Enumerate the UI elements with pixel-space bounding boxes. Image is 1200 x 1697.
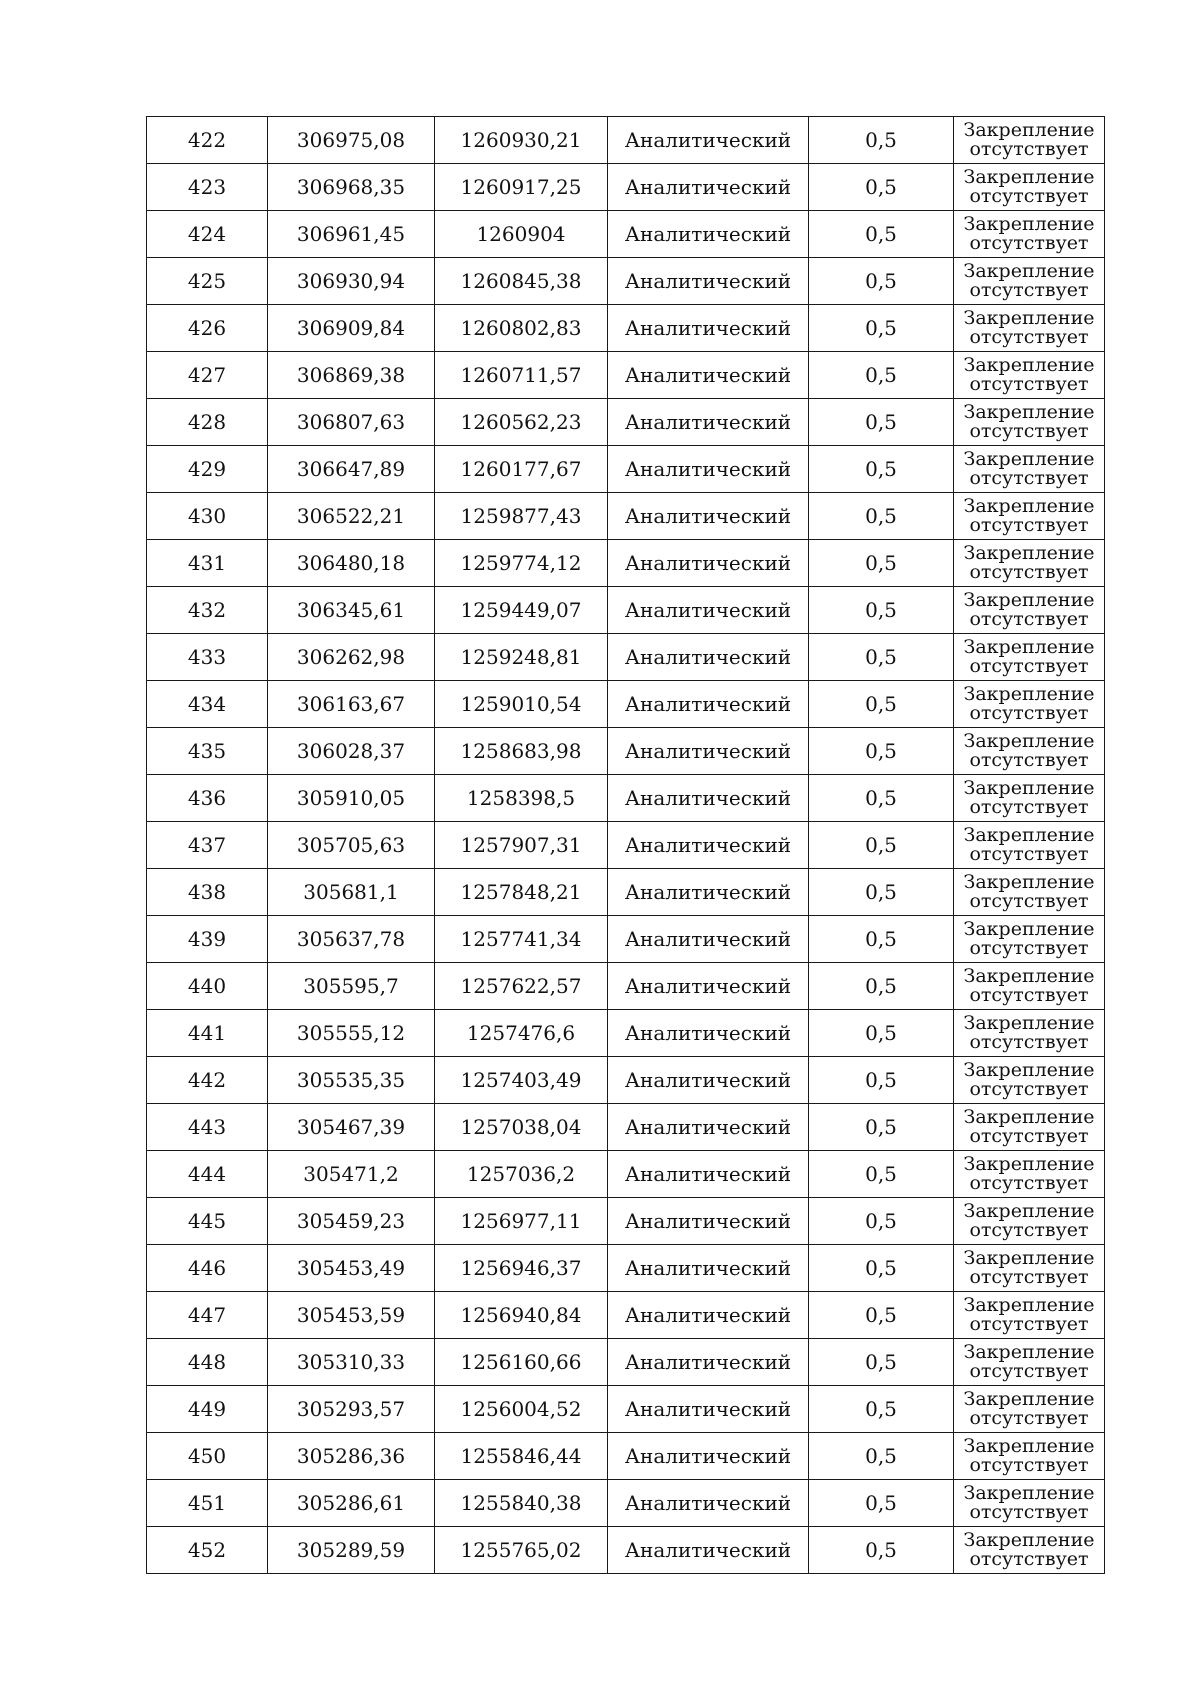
error-cell: 0,5 [809,258,954,305]
marking-note-cell [954,1433,1105,1480]
y-coordinate-cell: 1257848,21 [435,869,608,916]
table-row [147,493,1105,540]
marking-note-cell [954,634,1105,681]
marking-note-cell [954,963,1105,1010]
marking-note-cell [954,728,1105,775]
marking-note-text: Закрепление [963,1341,1095,1363]
marking-note-text: Закрепление [963,730,1095,752]
x-coordinate-cell: 305555,12 [268,1010,435,1057]
marking-note-text: Закрепление [963,1247,1095,1269]
marking-note-text: отсутствует [969,796,1089,818]
table-row [147,305,1105,352]
method-cell: Аналитический [608,1292,809,1339]
y-coordinate-cell: 1257038,04 [435,1104,608,1151]
method-cell: Аналитический [608,1480,809,1527]
table-row [147,775,1105,822]
marking-note-text: Закрепление [963,1294,1095,1316]
marking-note-text: Закрепление [963,1012,1095,1034]
marking-note-text: Закрепление [963,1200,1095,1222]
y-coordinate-cell: 1259774,12 [435,540,608,587]
y-coordinate-cell: 1260802,83 [435,305,608,352]
method-cell: Аналитический [608,1104,809,1151]
method-cell: Аналитический [608,399,809,446]
error-cell: 0,5 [809,1010,954,1057]
y-coordinate-cell: 1259248,81 [435,634,608,681]
marking-note-text: отсутствует [969,1360,1089,1382]
error-cell: 0,5 [809,728,954,775]
y-coordinate-cell: 1260177,67 [435,446,608,493]
y-coordinate-cell: 1256160,66 [435,1339,608,1386]
method-cell: Аналитический [608,117,809,164]
marking-note-cell [954,1104,1105,1151]
y-coordinate-cell: 1260562,23 [435,399,608,446]
marking-note-text: Закрепление [963,589,1095,611]
error-cell: 0,5 [809,1386,954,1433]
table-row [147,963,1105,1010]
method-cell: Аналитический [608,164,809,211]
marking-note-text: отсутствует [969,1313,1089,1335]
marking-note-cell [954,211,1105,258]
error-cell: 0,5 [809,1339,954,1386]
error-cell: 0,5 [809,446,954,493]
method-cell: Аналитический [608,1339,809,1386]
marking-note-text: Закрепление [963,683,1095,705]
marking-note-text: отсутствует [969,1031,1089,1053]
x-coordinate-cell: 305453,59 [268,1292,435,1339]
marking-note-text: отсутствует [969,373,1089,395]
point-number-cell: 452 [147,1527,268,1574]
method-cell: Аналитический [608,352,809,399]
error-cell: 0,5 [809,869,954,916]
point-number-cell: 426 [147,305,268,352]
marking-note-text: отсутствует [969,1548,1089,1570]
y-coordinate-cell: 1260930,21 [435,117,608,164]
method-cell: Аналитический [608,1010,809,1057]
y-coordinate-cell: 1257741,34 [435,916,608,963]
table-row [147,869,1105,916]
marking-note-text: Закрепление [963,401,1095,423]
marking-note-cell [954,1527,1105,1574]
method-cell: Аналитический [608,728,809,775]
x-coordinate-cell: 305681,1 [268,869,435,916]
table-row [147,117,1105,164]
point-number-cell: 437 [147,822,268,869]
method-cell: Аналитический [608,1151,809,1198]
marking-note-text: Закрепление [963,1059,1095,1081]
method-cell: Аналитический [608,775,809,822]
point-number-cell: 440 [147,963,268,1010]
marking-note-cell [954,164,1105,211]
table-row [147,1104,1105,1151]
error-cell: 0,5 [809,1527,954,1574]
point-number-cell: 438 [147,869,268,916]
error-cell: 0,5 [809,1057,954,1104]
table-row [147,446,1105,493]
point-number-cell: 435 [147,728,268,775]
error-cell: 0,5 [809,775,954,822]
marking-note-text: Закрепление [963,119,1095,141]
table-row [147,540,1105,587]
y-coordinate-cell: 1256946,37 [435,1245,608,1292]
point-number-cell: 447 [147,1292,268,1339]
y-coordinate-cell: 1256940,84 [435,1292,608,1339]
point-number-cell: 442 [147,1057,268,1104]
point-number-cell: 450 [147,1433,268,1480]
marking-note-cell [954,1198,1105,1245]
x-coordinate-cell: 306968,35 [268,164,435,211]
point-number-cell: 432 [147,587,268,634]
marking-note-text: Закрепление [963,1529,1095,1551]
point-number-cell: 428 [147,399,268,446]
y-coordinate-cell: 1260917,25 [435,164,608,211]
error-cell: 0,5 [809,634,954,681]
point-number-cell: 434 [147,681,268,728]
marking-note-cell [954,352,1105,399]
marking-note-text: Закрепление [963,918,1095,940]
marking-note-text: отсутствует [969,984,1089,1006]
marking-note-text: отсутствует [969,232,1089,254]
error-cell: 0,5 [809,1245,954,1292]
marking-note-text: Закрепление [963,1153,1095,1175]
point-number-cell: 422 [147,117,268,164]
marking-note-text: Закрепление [963,495,1095,517]
error-cell: 0,5 [809,822,954,869]
marking-note-text: отсутствует [969,514,1089,536]
marking-note-cell [954,822,1105,869]
y-coordinate-cell: 1255846,44 [435,1433,608,1480]
marking-note-cell [954,1480,1105,1527]
point-number-cell: 439 [147,916,268,963]
y-coordinate-cell: 1255840,38 [435,1480,608,1527]
marking-note-cell [954,1151,1105,1198]
table-row [147,681,1105,728]
marking-note-text: отсутствует [969,138,1089,160]
marking-note-text: Закрепление [963,1435,1095,1457]
marking-note-cell [954,399,1105,446]
x-coordinate-cell: 306480,18 [268,540,435,587]
marking-note-cell [954,493,1105,540]
error-cell: 0,5 [809,963,954,1010]
method-cell: Аналитический [608,1057,809,1104]
y-coordinate-cell: 1256004,52 [435,1386,608,1433]
marking-note-text: отсутствует [969,937,1089,959]
table-row [147,1433,1105,1480]
method-cell: Аналитический [608,963,809,1010]
error-cell: 0,5 [809,916,954,963]
marking-note-text: отсутствует [969,1219,1089,1241]
marking-note-text: Закрепление [963,213,1095,235]
x-coordinate-cell: 306522,21 [268,493,435,540]
table-row [147,1057,1105,1104]
y-coordinate-cell: 1259877,43 [435,493,608,540]
point-number-cell: 424 [147,211,268,258]
method-cell: Аналитический [608,916,809,963]
table-row [147,1480,1105,1527]
marking-note-cell [954,1010,1105,1057]
point-number-cell: 430 [147,493,268,540]
method-cell: Аналитический [608,493,809,540]
marking-note-text: отсутствует [969,702,1089,724]
method-cell: Аналитический [608,446,809,493]
point-number-cell: 441 [147,1010,268,1057]
y-coordinate-cell: 1259449,07 [435,587,608,634]
coordinates-table [146,116,1105,1574]
x-coordinate-cell: 305467,39 [268,1104,435,1151]
marking-note-text: отсутствует [969,655,1089,677]
point-number-cell: 444 [147,1151,268,1198]
point-number-cell: 448 [147,1339,268,1386]
marking-note-text: отсутствует [969,1407,1089,1429]
error-cell: 0,5 [809,352,954,399]
y-coordinate-cell: 1257036,2 [435,1151,608,1198]
table-row [147,916,1105,963]
table-row [147,1010,1105,1057]
point-number-cell: 436 [147,775,268,822]
marking-note-text: Закрепление [963,448,1095,470]
x-coordinate-cell: 305705,63 [268,822,435,869]
x-coordinate-cell: 305637,78 [268,916,435,963]
marking-note-text: отсутствует [969,1454,1089,1476]
x-coordinate-cell: 305310,33 [268,1339,435,1386]
point-number-cell: 445 [147,1198,268,1245]
point-number-cell: 433 [147,634,268,681]
x-coordinate-cell: 305459,23 [268,1198,435,1245]
marking-note-cell [954,1339,1105,1386]
x-coordinate-cell: 305289,59 [268,1527,435,1574]
x-coordinate-cell: 305293,57 [268,1386,435,1433]
marking-note-cell [954,446,1105,493]
table-row [147,1292,1105,1339]
marking-note-text: отсутствует [969,1078,1089,1100]
marking-note-text: отсутствует [969,467,1089,489]
error-cell: 0,5 [809,399,954,446]
y-coordinate-cell: 1257622,57 [435,963,608,1010]
marking-note-cell [954,869,1105,916]
point-number-cell: 425 [147,258,268,305]
x-coordinate-cell: 305595,7 [268,963,435,1010]
point-number-cell: 449 [147,1386,268,1433]
method-cell: Аналитический [608,587,809,634]
table-row [147,1245,1105,1292]
x-coordinate-cell: 306930,94 [268,258,435,305]
marking-note-cell [954,775,1105,822]
marking-note-cell [954,916,1105,963]
table-row [147,211,1105,258]
x-coordinate-cell: 306262,98 [268,634,435,681]
error-cell: 0,5 [809,117,954,164]
method-cell: Аналитический [608,1433,809,1480]
marking-note-text: Закрепление [963,777,1095,799]
marking-note-text: Закрепление [963,260,1095,282]
x-coordinate-cell: 306647,89 [268,446,435,493]
point-number-cell: 431 [147,540,268,587]
x-coordinate-cell: 306869,38 [268,352,435,399]
table-row [147,728,1105,775]
y-coordinate-cell: 1257907,31 [435,822,608,869]
table-row [147,164,1105,211]
marking-note-cell [954,1292,1105,1339]
marking-note-text: отсутствует [969,843,1089,865]
point-number-cell: 423 [147,164,268,211]
marking-note-cell [954,681,1105,728]
marking-note-text: отсутствует [969,561,1089,583]
y-coordinate-cell: 1259010,54 [435,681,608,728]
table-row [147,258,1105,305]
marking-note-text: Закрепление [963,824,1095,846]
table-row [147,822,1105,869]
marking-note-text: отсутствует [969,890,1089,912]
marking-note-text: отсутствует [969,749,1089,771]
marking-note-text: Закрепление [963,871,1095,893]
marking-note-text: Закрепление [963,1388,1095,1410]
table-row [147,352,1105,399]
x-coordinate-cell: 305453,49 [268,1245,435,1292]
method-cell: Аналитический [608,211,809,258]
table-row [147,1339,1105,1386]
x-coordinate-cell: 305910,05 [268,775,435,822]
method-cell: Аналитический [608,305,809,352]
marking-note-text: отсутствует [969,420,1089,442]
point-number-cell: 427 [147,352,268,399]
error-cell: 0,5 [809,587,954,634]
table-row [147,1527,1105,1574]
method-cell: Аналитический [608,1386,809,1433]
marking-note-text: отсутствует [969,279,1089,301]
y-coordinate-cell: 1260845,38 [435,258,608,305]
point-number-cell: 451 [147,1480,268,1527]
error-cell: 0,5 [809,1292,954,1339]
table-row [147,1386,1105,1433]
point-number-cell: 443 [147,1104,268,1151]
marking-note-cell [954,305,1105,352]
error-cell: 0,5 [809,1104,954,1151]
table-row [147,399,1105,446]
x-coordinate-cell: 306909,84 [268,305,435,352]
error-cell: 0,5 [809,1198,954,1245]
method-cell: Аналитический [608,869,809,916]
marking-note-text: Закрепление [963,354,1095,376]
table-row [147,587,1105,634]
error-cell: 0,5 [809,493,954,540]
error-cell: 0,5 [809,681,954,728]
marking-note-text: отсутствует [969,1501,1089,1523]
x-coordinate-cell: 306807,63 [268,399,435,446]
marking-note-text: Закрепление [963,1482,1095,1504]
method-cell: Аналитический [608,1527,809,1574]
marking-note-cell [954,1245,1105,1292]
error-cell: 0,5 [809,305,954,352]
error-cell: 0,5 [809,164,954,211]
point-number-cell: 446 [147,1245,268,1292]
method-cell: Аналитический [608,634,809,681]
x-coordinate-cell: 306028,37 [268,728,435,775]
coordinates-table-body [147,117,1105,1574]
marking-note-text: Закрепление [963,307,1095,329]
method-cell: Аналитический [608,1198,809,1245]
x-coordinate-cell: 305286,61 [268,1480,435,1527]
marking-note-cell [954,1386,1105,1433]
table-row [147,1198,1105,1245]
method-cell: Аналитический [608,540,809,587]
marking-note-text: Закрепление [963,166,1095,188]
marking-note-text: отсутствует [969,326,1089,348]
error-cell: 0,5 [809,540,954,587]
marking-note-text: Закрепление [963,636,1095,658]
method-cell: Аналитический [608,1245,809,1292]
y-coordinate-cell: 1258398,5 [435,775,608,822]
y-coordinate-cell: 1255765,02 [435,1527,608,1574]
error-cell: 0,5 [809,1433,954,1480]
error-cell: 0,5 [809,1151,954,1198]
marking-note-cell [954,540,1105,587]
point-number-cell: 429 [147,446,268,493]
x-coordinate-cell: 305286,36 [268,1433,435,1480]
marking-note-text: Закрепление [963,1106,1095,1128]
marking-note-text: Закрепление [963,965,1095,987]
marking-note-text: отсутствует [969,185,1089,207]
x-coordinate-cell: 306961,45 [268,211,435,258]
method-cell: Аналитический [608,681,809,728]
y-coordinate-cell: 1257403,49 [435,1057,608,1104]
marking-note-cell [954,587,1105,634]
marking-note-text: отсутствует [969,1172,1089,1194]
marking-note-cell [954,117,1105,164]
y-coordinate-cell: 1256977,11 [435,1198,608,1245]
marking-note-cell [954,1057,1105,1104]
x-coordinate-cell: 305535,35 [268,1057,435,1104]
x-coordinate-cell: 306163,67 [268,681,435,728]
marking-note-text: Закрепление [963,542,1095,564]
y-coordinate-cell: 1258683,98 [435,728,608,775]
x-coordinate-cell: 306345,61 [268,587,435,634]
y-coordinate-cell: 1260711,57 [435,352,608,399]
x-coordinate-cell: 305471,2 [268,1151,435,1198]
marking-note-text: отсутствует [969,1266,1089,1288]
y-coordinate-cell: 1257476,6 [435,1010,608,1057]
method-cell: Аналитический [608,822,809,869]
table-row [147,634,1105,681]
error-cell: 0,5 [809,1480,954,1527]
method-cell: Аналитический [608,258,809,305]
error-cell: 0,5 [809,211,954,258]
table-row [147,1151,1105,1198]
marking-note-cell [954,258,1105,305]
y-coordinate-cell: 1260904 [435,211,608,258]
marking-note-text: отсутствует [969,608,1089,630]
x-coordinate-cell: 306975,08 [268,117,435,164]
marking-note-text: отсутствует [969,1125,1089,1147]
